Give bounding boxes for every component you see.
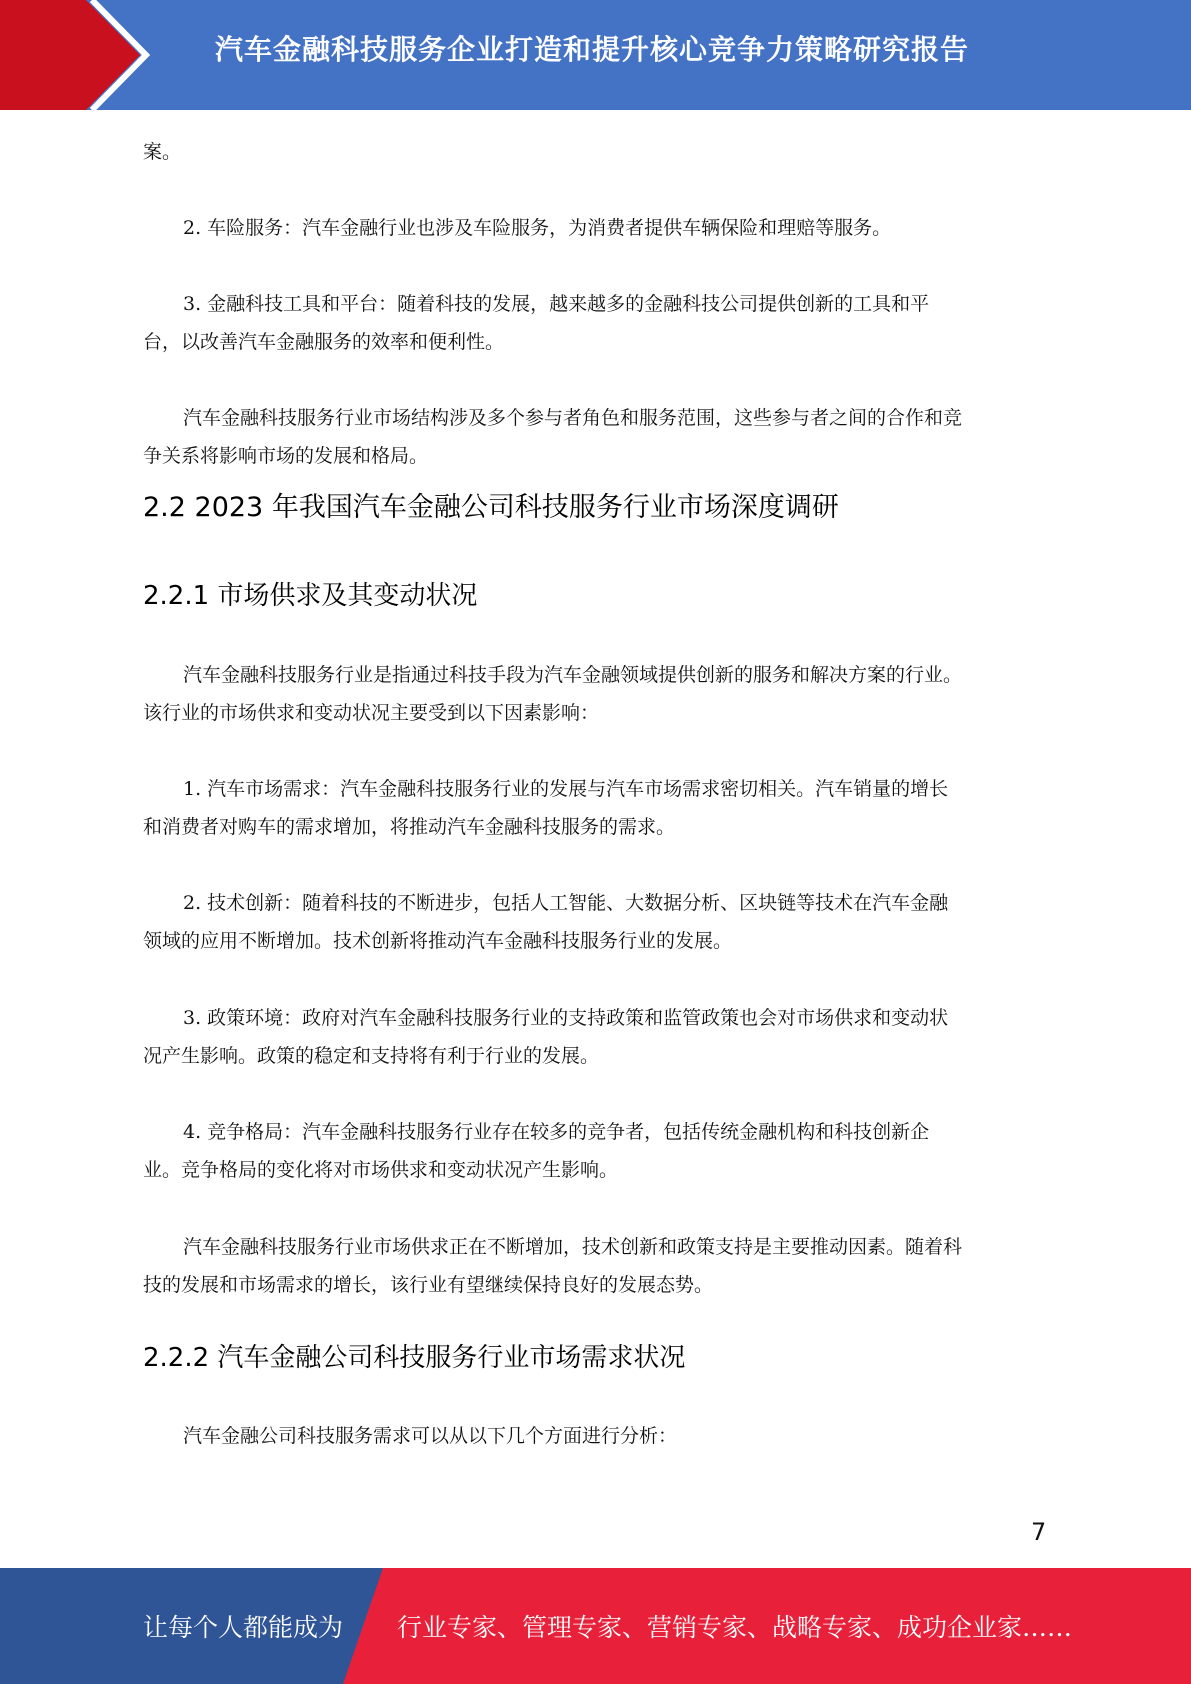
paragraph-summary [143,1228,1048,1304]
section-heading-2-2-1: 2.2.1 市场供求及其变动状况 [143,581,478,611]
report-title: 汽车金融科技服务企业打造和提升核心竞争力策略研究报告 [215,33,970,66]
paragraph-line: 3. 政策环境：政府对汽车金融科技服务行业的支持政策和监管政策也会对市场供求和变动状 [183,1007,949,1029]
section-heading-2-2: 2.2 2023 年我国汽车金融公司科技服务行业市场深度调研 [143,492,839,523]
paragraph-text: 2. 车险服务：汽车金融行业也涉及车险服务，为消费者提供车辆保险和理赔等服务。 [183,217,892,239]
page-number: 7 [1031,1518,1047,1546]
paragraph-line: 汽车金融科技服务行业是指通过科技手段为汽车金融领域提供创新的服务和解决方案的行业。 [183,664,963,686]
paragraph-fintech-tools [143,285,1048,361]
paragraph-factor-policy [143,999,1048,1075]
paragraph-text: 案。 [143,141,182,163]
footer-slogan-left: 让每个人都能成为 [143,1613,344,1642]
paragraph-line: 4. 竞争格局：汽车金融科技服务行业存在较多的竞争者，包括传统金融机构和科技创新企 [183,1121,930,1143]
section-heading-2-2-2: 2.2.2 汽车金融公司科技服务行业市场需求状况 [143,1343,686,1373]
paragraph-line: 况产生影响。政策的稳定和支持将有利于行业的发展。 [143,1045,600,1067]
paragraph-line: 和消费者对购车的需求增加，将推动汽车金融科技服务的需求。 [143,816,676,838]
paragraph-market-structure [143,399,1048,475]
paragraph-car-insurance [143,209,1048,247]
paragraph-line: 争关系将影响市场的发展和格局。 [143,445,429,467]
paragraph-line: 业。竞争格局的变化将对市场供求和变动状况产生影响。 [143,1159,619,1181]
paragraph-line: 汽车金融科技服务行业市场供求正在不断增加，技术创新和政策支持是主要推动因素。随着科 [183,1236,963,1258]
page-footer [0,1568,1191,1684]
paragraph-line: 技的发展和市场需求的增长，该行业有望继续保持良好的发展态势。 [143,1274,714,1296]
paragraph-factor-technology [143,884,1048,960]
paragraph-line: 汽车金融科技服务行业市场结构涉及多个参与者角色和服务范围，这些参与者之间的合作和竞 [183,407,963,429]
paragraph-line: 3. 金融科技工具和平台：随着科技的发展，越来越多的金融科技公司提供创新的工具和平 [183,293,930,315]
paragraph-continuation [143,133,1048,171]
paragraph-supply-demand-intro [143,656,1048,732]
paragraph-demand-analysis [143,1417,1048,1455]
paragraph-factor-competition [143,1113,1048,1189]
paragraph-line: 2. 技术创新：随着科技的不断进步，包括人工智能、大数据分析、区块链等技术在汽车金融 [183,892,949,914]
paragraph-factor-market-demand [143,770,1048,846]
header-arrow-decoration [0,0,160,110]
paragraph-text: 汽车金融公司科技服务需求可以从以下几个方面进行分析： [183,1425,678,1447]
footer-slogan-right: 行业专家、管理专家、营销专家、战略专家、成功企业家…… [397,1613,1073,1642]
page-header [0,0,1191,110]
paragraph-line: 1. 汽车市场需求：汽车金融科技服务行业的发展与汽车市场需求密切相关。汽车销量的增长 [183,778,949,800]
paragraph-line: 该行业的市场供求和变动状况主要受到以下因素影响： [143,702,600,724]
paragraph-line: 台，以改善汽车金融服务的效率和便利性。 [143,331,505,353]
paragraph-line: 领域的应用不断增加。技术创新将推动汽车金融科技服务行业的发展。 [143,930,733,952]
